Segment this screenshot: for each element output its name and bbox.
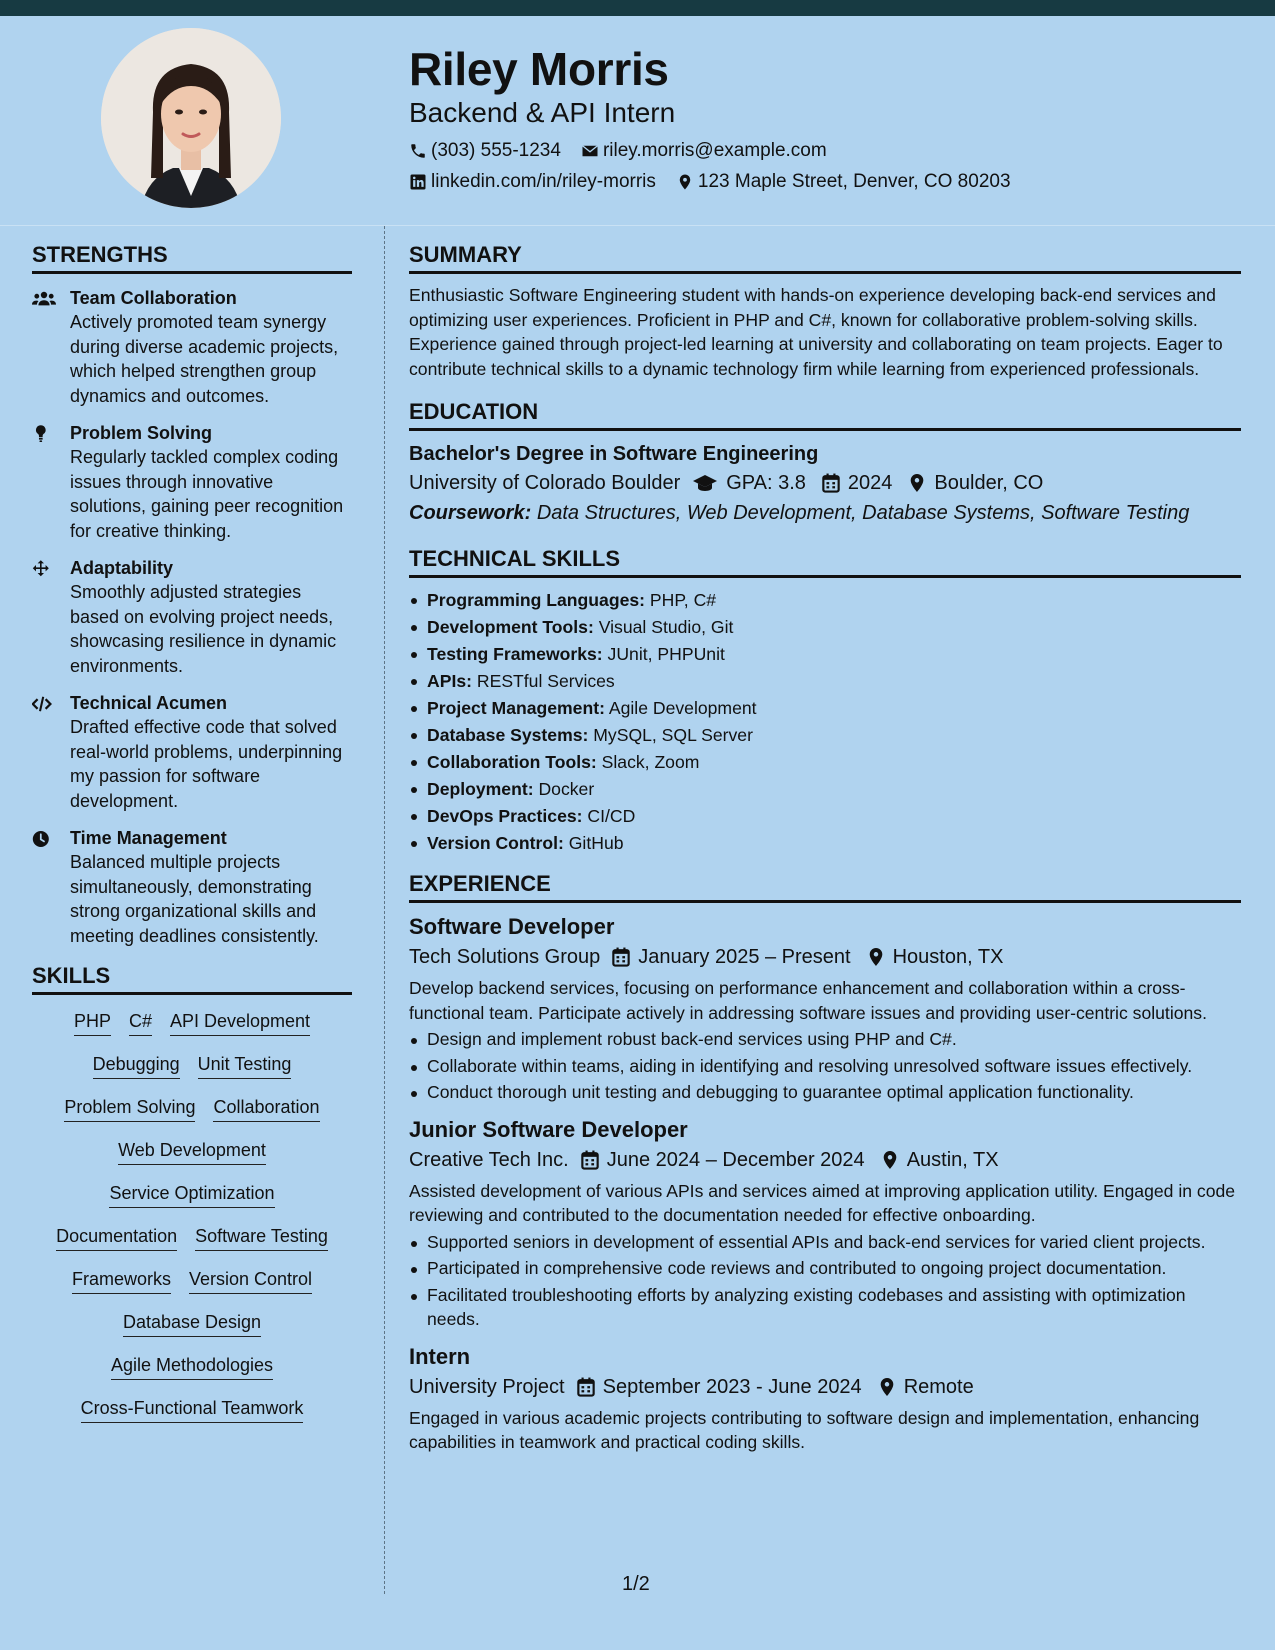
linkedin-contact[interactable] bbox=[409, 170, 656, 194]
list-item: Conduct thorough unit testing and debugging to guarantee optimal application functionality. bbox=[409, 1080, 1241, 1105]
email-address: riley.morris@example.com bbox=[602, 140, 827, 161]
education-section bbox=[409, 397, 1241, 528]
strength-description: Drafted effective code that solved real-world problems, underpinning my passion for software development. bbox=[70, 717, 343, 811]
contact-row-2 bbox=[409, 170, 1249, 194]
email-contact[interactable] bbox=[581, 139, 827, 163]
skill-tag: Version Control bbox=[189, 1267, 312, 1294]
list-item: Collaboration Tools: Slack, Zoom bbox=[409, 749, 1241, 776]
skill-tag: Debugging bbox=[93, 1052, 180, 1079]
job-entry bbox=[409, 1115, 1241, 1332]
job-meta bbox=[409, 942, 1241, 972]
column-divider bbox=[384, 226, 385, 1594]
header-divider bbox=[0, 225, 1275, 226]
skill-tag: Service Optimization bbox=[109, 1181, 274, 1208]
job-meta bbox=[409, 1372, 1241, 1402]
left-column bbox=[32, 240, 352, 1439]
linkedin-url: linkedin.com/in/riley-morris bbox=[431, 171, 656, 192]
summary-text: Enthusiastic Software Engineering student with hands-on experience developing back-end services and optimizing user experiences. Proficient in PHP and C#, known for collaborative problem-solving skills. Experience gained through project-led learning at university and collaborating on team projects. Eager to contribute technical skills to a dynamic technology firm while learning from experienced professionals. bbox=[409, 285, 1223, 379]
skill-row bbox=[32, 1095, 352, 1122]
linkedin-icon bbox=[409, 173, 427, 191]
job-description: Engaged in various academic projects contributing to software design and implementation, enhancing capabilities in teamwork and practical coding skills. bbox=[409, 1407, 1200, 1452]
calendar-icon bbox=[612, 947, 630, 967]
skill-tag: Database Design bbox=[123, 1310, 261, 1337]
skill-row bbox=[32, 1052, 352, 1079]
graduation-cap-icon bbox=[692, 473, 718, 493]
job-location: Remote bbox=[903, 1375, 974, 1398]
list-item: APIs: RESTful Services bbox=[409, 668, 1241, 695]
technical-skills-section bbox=[409, 544, 1241, 857]
phone-contact[interactable] bbox=[409, 139, 561, 163]
strength-description: Balanced multiple projects simultaneously, demonstrating strong organizational skills and meeting deadlines consistently. bbox=[70, 852, 319, 946]
code-icon bbox=[32, 694, 56, 714]
candidate-name: Riley Morris bbox=[409, 43, 669, 95]
profile-photo bbox=[101, 28, 281, 208]
skill-tag: Web Development bbox=[118, 1138, 266, 1165]
skill-row bbox=[32, 1267, 352, 1294]
job-description: Assisted development of various APIs and services aimed at improving application utility. Engaged in code reviewing and contributed to the documentation needed for effective onboarding. bbox=[409, 1180, 1236, 1225]
school-name: University of Colorado Boulder bbox=[409, 472, 681, 494]
skill-tag: PHP bbox=[74, 1009, 111, 1036]
job-role: Software Developer bbox=[409, 914, 615, 939]
map-pin-icon bbox=[878, 1377, 896, 1397]
list-item: Participated in comprehensive code reviews and contributed to ongoing project documentation. bbox=[409, 1256, 1241, 1281]
summary-heading: SUMMARY bbox=[409, 240, 1241, 274]
skills-tag-cloud bbox=[32, 1004, 352, 1439]
strength-item bbox=[32, 826, 352, 948]
skill-tag: Frameworks bbox=[72, 1267, 171, 1294]
list-item: Testing Frameworks: JUnit, PHPUnit bbox=[409, 641, 1241, 668]
strength-description: Actively promoted team synergy during diverse academic projects, which helped strengthen group dynamics and outcomes. bbox=[70, 312, 339, 406]
job-role: Intern bbox=[409, 1343, 471, 1369]
job-bullets bbox=[409, 1027, 1241, 1105]
company: Creative Tech Inc. bbox=[409, 1148, 569, 1171]
skill-row bbox=[32, 1181, 352, 1208]
education-meta bbox=[409, 468, 1241, 498]
skill-tag: Problem Solving bbox=[64, 1095, 195, 1122]
technical-skills-list bbox=[409, 587, 1241, 857]
lightbulb-icon bbox=[32, 424, 56, 444]
list-item: Facilitated troubleshooting efforts by analyzing existing codebases and assisting with optimization needs. bbox=[409, 1283, 1241, 1332]
skill-tag: Unit Testing bbox=[198, 1052, 292, 1079]
list-item: Design and implement robust back-end services using PHP and C#. bbox=[409, 1027, 1241, 1052]
candidate-title: Backend & API Intern bbox=[409, 97, 676, 128]
job-entry bbox=[409, 912, 1241, 1105]
strength-title: Time Management bbox=[70, 828, 227, 848]
clock-icon bbox=[32, 829, 56, 849]
header bbox=[409, 40, 1249, 194]
job-description: Develop backend services, focusing on performance enhancement and collaboration within a cross-functional team. Participate actively in addressing software issues and providing user-centric solutions. bbox=[409, 978, 1207, 1023]
skill-tag: Agile Methodologies bbox=[111, 1353, 273, 1380]
list-item: DevOps Practices: CI/CD bbox=[409, 803, 1241, 830]
skill-row bbox=[32, 1224, 352, 1251]
arrows-move-icon bbox=[32, 559, 56, 579]
map-pin-icon bbox=[676, 173, 694, 191]
skill-row bbox=[32, 1138, 352, 1165]
skill-tag: Documentation bbox=[56, 1224, 177, 1251]
job-location: Houston, TX bbox=[892, 946, 1004, 968]
map-pin-icon bbox=[867, 947, 885, 967]
list-item: Version Control: GitHub bbox=[409, 830, 1241, 857]
contact-row-1 bbox=[409, 139, 1249, 163]
school-location: Boulder, CO bbox=[934, 472, 1044, 494]
skill-row bbox=[32, 1396, 352, 1423]
calendar-icon bbox=[822, 473, 840, 493]
skill-tag: Cross-Functional Teamwork bbox=[81, 1396, 304, 1423]
coursework bbox=[409, 498, 1241, 528]
gpa: GPA: 3.8 bbox=[726, 472, 806, 494]
strength-title: Technical Acumen bbox=[70, 693, 228, 713]
job-dates: June 2024 – December 2024 bbox=[606, 1148, 865, 1171]
company: University Project bbox=[409, 1375, 565, 1398]
summary-section bbox=[409, 240, 1241, 381]
skill-tag: C# bbox=[129, 1009, 152, 1036]
users-icon bbox=[32, 289, 56, 309]
list-item: Deployment: Docker bbox=[409, 776, 1241, 803]
skill-row bbox=[32, 1353, 352, 1380]
strengths-heading: STRENGTHS bbox=[32, 240, 352, 274]
skill-tag: Collaboration bbox=[213, 1095, 319, 1122]
job-bullets bbox=[409, 1230, 1241, 1332]
experience-heading: EXPERIENCE bbox=[409, 869, 1241, 903]
strength-item bbox=[32, 691, 352, 813]
envelope-icon bbox=[581, 142, 599, 160]
phone-icon bbox=[409, 142, 427, 160]
map-pin-icon bbox=[881, 1150, 899, 1170]
strength-item bbox=[32, 421, 352, 543]
coursework-list: Data Structures, Web Development, Database Systems, Software Testing bbox=[536, 502, 1190, 524]
list-item: Database Systems: MySQL, SQL Server bbox=[409, 722, 1241, 749]
strength-title: Team Collaboration bbox=[70, 288, 237, 308]
company: Tech Solutions Group bbox=[409, 946, 601, 968]
job-location: Austin, TX bbox=[906, 1148, 999, 1171]
right-column bbox=[409, 240, 1241, 1471]
strength-item bbox=[32, 286, 352, 408]
phone-number: (303) 555-1234 bbox=[431, 140, 561, 161]
degree: Bachelor's Degree in Software Engineering bbox=[409, 443, 819, 465]
strengths-list bbox=[32, 283, 352, 948]
graduation-year: 2024 bbox=[847, 472, 893, 494]
list-item: Development Tools: Visual Studio, Git bbox=[409, 614, 1241, 641]
address-contact bbox=[676, 170, 1011, 194]
strength-item bbox=[32, 556, 352, 678]
job-role: Junior Software Developer bbox=[409, 1116, 688, 1142]
skill-tag: API Development bbox=[170, 1009, 310, 1036]
job-dates: January 2025 – Present bbox=[638, 946, 851, 968]
page-number: 1/2 bbox=[622, 1573, 650, 1595]
skill-tag: Software Testing bbox=[195, 1224, 328, 1251]
job-entry bbox=[409, 1342, 1241, 1455]
list-item: Project Management: Agile Development bbox=[409, 695, 1241, 722]
top-accent-bar bbox=[0, 0, 1275, 16]
strength-title: Problem Solving bbox=[70, 423, 213, 443]
list-item: Programming Languages: PHP, C# bbox=[409, 587, 1241, 614]
calendar-icon bbox=[581, 1150, 599, 1170]
coursework-label: Coursework: bbox=[409, 502, 532, 524]
skills-heading: SKILLS bbox=[32, 961, 352, 995]
map-pin-icon bbox=[908, 473, 926, 493]
technical-skills-heading: TECHNICAL SKILLS bbox=[409, 544, 1241, 578]
strength-description: Regularly tackled complex coding issues through innovative solutions, gaining peer recognition for creative thinking. bbox=[70, 447, 344, 541]
strength-description: Smoothly adjusted strategies based on evolving project needs, showcasing resilience in dynamic environments. bbox=[70, 582, 337, 676]
strength-title: Adaptability bbox=[70, 558, 174, 578]
education-heading: EDUCATION bbox=[409, 397, 1241, 431]
address: 123 Maple Street, Denver, CO 80203 bbox=[697, 171, 1011, 192]
experience-section bbox=[409, 869, 1241, 1455]
list-item: Collaborate within teams, aiding in identifying and resolving unresolved software issues effectively. bbox=[409, 1054, 1241, 1079]
skill-row bbox=[32, 1009, 352, 1036]
skill-row bbox=[32, 1310, 352, 1337]
job-dates: September 2023 - June 2024 bbox=[602, 1375, 862, 1398]
job-meta bbox=[409, 1145, 1241, 1175]
calendar-icon bbox=[577, 1377, 595, 1397]
list-item: Supported seniors in development of essential APIs and back-end services for varied client projects. bbox=[409, 1230, 1241, 1255]
